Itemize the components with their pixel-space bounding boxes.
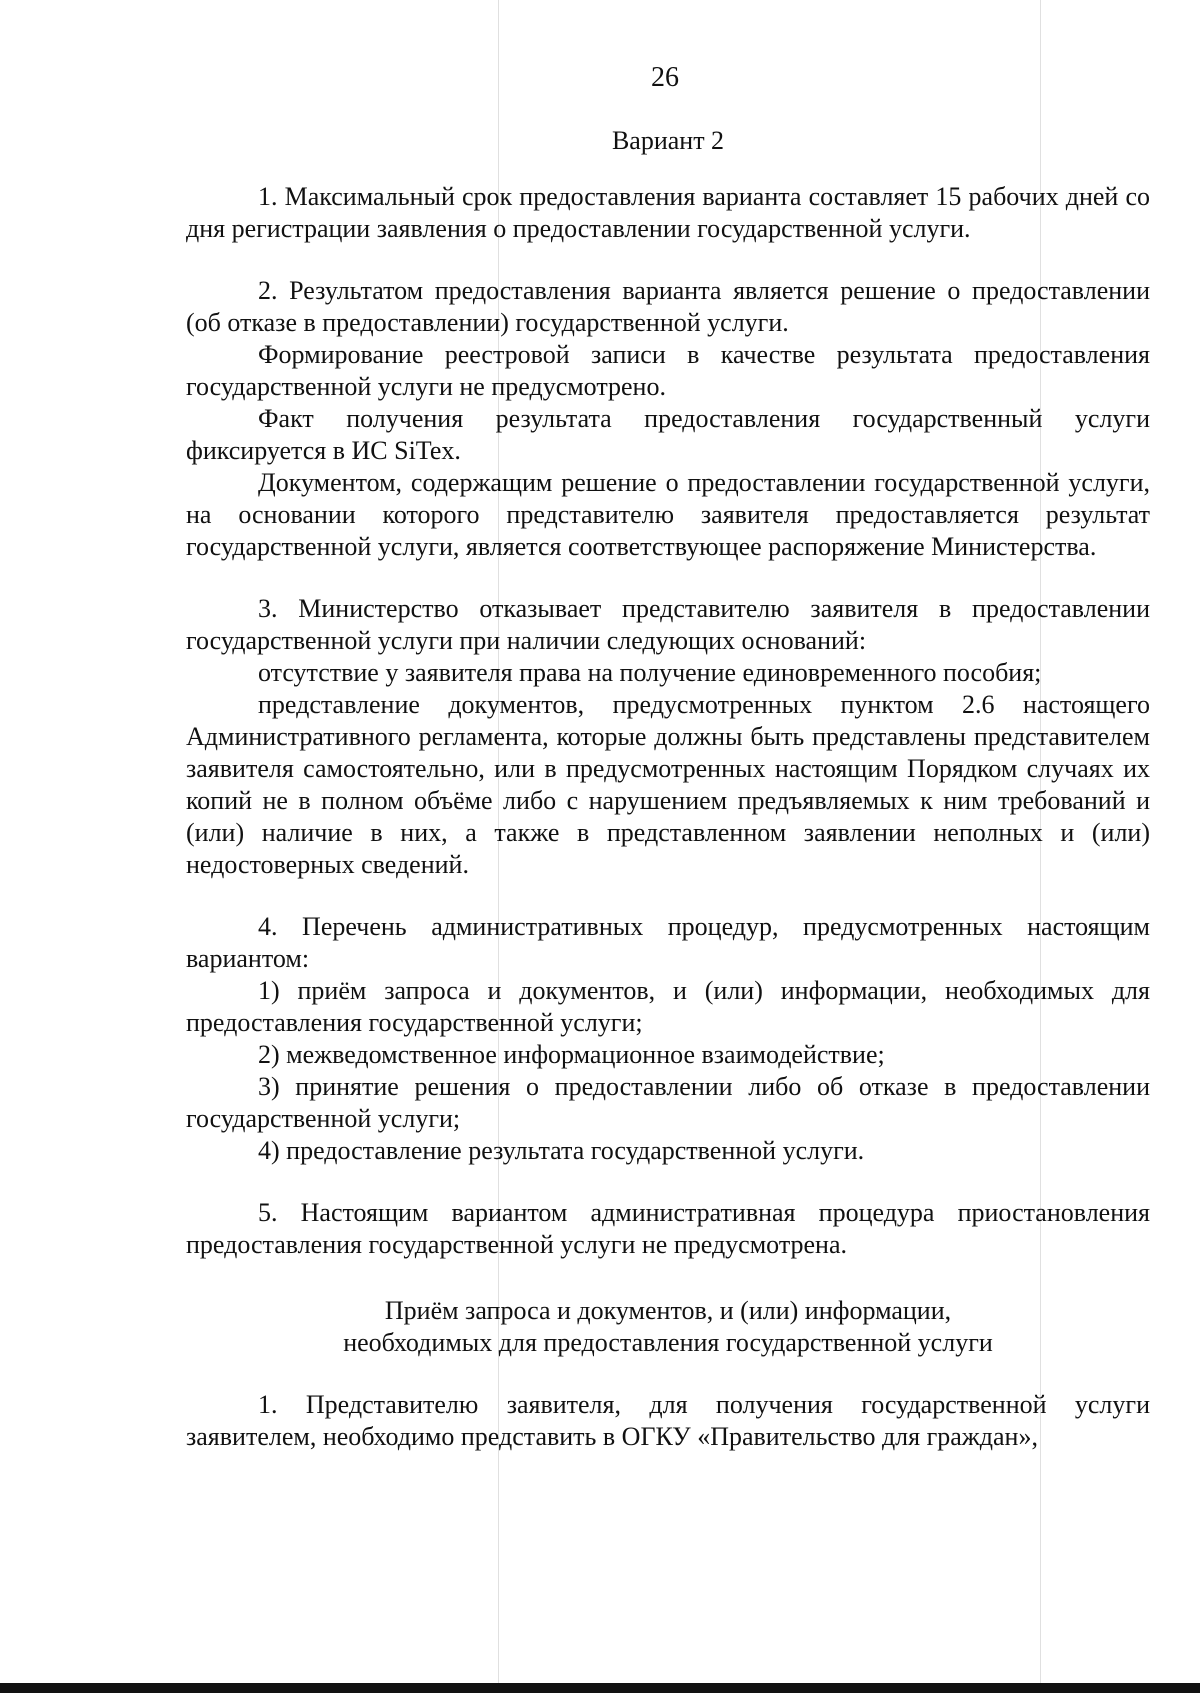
paragraph: 1. Максимальный срок предоставления варианта составляет 15 рабочих дней со дня регистрации заявления о предоставлении государственной услуги. xyxy=(186,182,1150,243)
paragraph: 3. Министерство отказывает представителю заявителя в предоставлении государственной услуги при наличии следующих оснований: xyxy=(186,594,1150,655)
paragraph: 4. Перечень административных процедур, предусмотренных настоящим вариантом: xyxy=(186,912,1150,973)
variant-heading: Вариант 2 xyxy=(611,126,725,155)
paragraph: представление документов, предусмотренных пунктом 2.6 настоящего Административного регламента, которые должны быть представлены представителем заявителя самостоятельно, или в предусмотренных настоящим Порядком случаях их копий не в полном объёме либо с нарушением предъявляемых к ним требований и (или) наличие в них, а также в представленном заявлении неполных и (или) недостоверных сведений. xyxy=(186,690,1150,879)
paragraph: Документом, содержащим решение о предоставлении государственной услуги, на основании которого представителю заявителя предоставляется результат государственной услуги, является соответствующее распоряжение Министерства. xyxy=(186,468,1150,561)
paragraph: 4) предоставление результата государственной услуги. xyxy=(258,1136,865,1165)
paragraph: 5. Настоящим вариантом административная процедура приостановления предоставления государственной услуги не предусмотрена. xyxy=(186,1198,1150,1259)
paragraph-list xyxy=(186,181,1150,1261)
section-heading-line: Приём запроса и документов, и (или) информации, xyxy=(384,1296,952,1325)
paragraph: 2) межведомственное информационное взаимодействие; xyxy=(258,1040,885,1069)
paragraph: 2. Результатом предоставления варианта является решение о предоставлении (об отказе в предоставлении) государственной услуги. xyxy=(186,276,1150,337)
paragraph: 3) принятие решения о предоставлении либо об отказе в предоставлении государственной услуги; xyxy=(186,1072,1150,1133)
document-body xyxy=(186,125,1150,1453)
paragraph: Факт получения результата предоставления государственный услуги фиксируется в ИС SiTex. xyxy=(186,404,1150,465)
paragraph: Формирование реестровой записи в качестве результата предоставления государственной услуги не предусмотрено. xyxy=(186,340,1150,401)
page-number: 26 xyxy=(651,62,679,93)
scan-bottom-border xyxy=(0,1683,1200,1693)
section-heading xyxy=(186,1295,1150,1359)
final-paragraph: 1. Представителю заявителя, для получения государственной услуги заявителем, необходимо представить в ОГКУ «Правительство для граждан», xyxy=(186,1390,1150,1451)
paragraph: 1) приём запроса и документов, и (или) информации, необходимых для предоставления государственной услуги; xyxy=(186,976,1150,1037)
paragraph: отсутствие у заявителя права на получение единовременного пособия; xyxy=(258,658,1042,687)
section-heading-line: необходимых для предоставления государственной услуги xyxy=(343,1328,993,1357)
